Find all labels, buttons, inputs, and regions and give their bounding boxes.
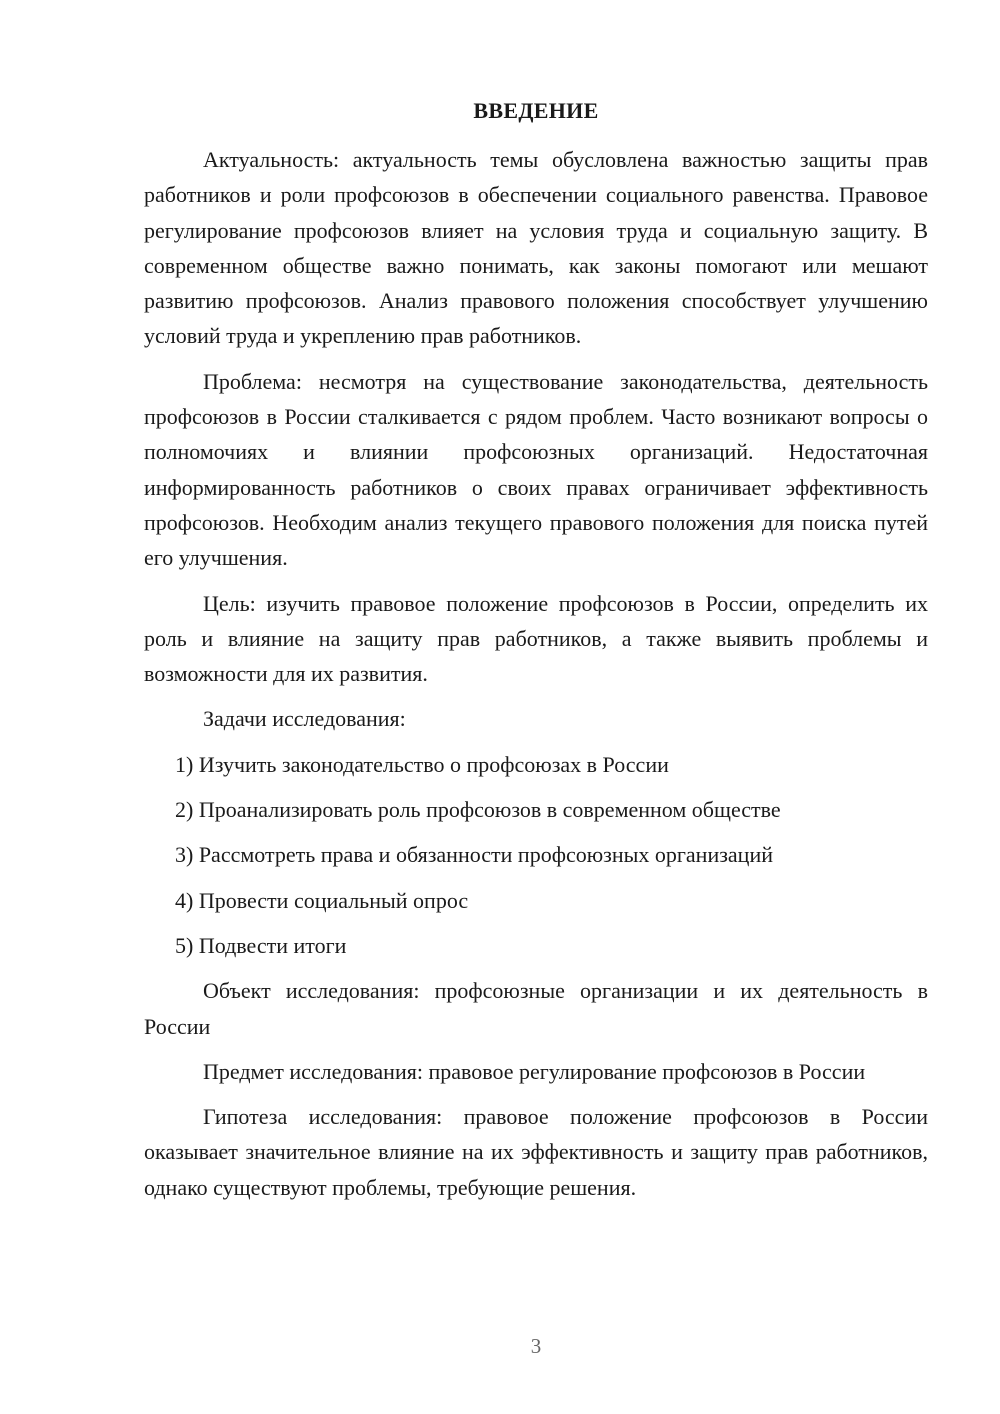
document-body [144, 142, 928, 1215]
list-item: 1) Изучить законодательство о профсоюзах в России [175, 751, 669, 777]
tasks-list [144, 747, 928, 963]
problem-paragraph: Проблема: несмотря на существование законодательства, деятельность профсоюзов в России сталкивается с рядом проблем. Часто возникают вопросы о полномочиях и влиянии профсоюзных организаций. Недостаточная информированность работников о своих правах ограничивает эффективность профсоюзов. Необходим анализ текущего правового положения для поиска путей его улучшения. [144, 368, 928, 571]
subject-paragraph: Предмет исследования: правовое регулирование профсоюзов в России [203, 1058, 866, 1084]
tasks-label: Задачи исследования: [203, 706, 406, 732]
section-heading: ВВЕДЕНИЕ [473, 98, 599, 123]
page-number: 3 [530, 1334, 542, 1358]
goal-paragraph: Цель: изучить правовое положение профсоюзов в России, определить их роль и влияние на защиту прав работников, а также выявить проблемы и возможности для их развития. [144, 590, 928, 687]
hypothesis-paragraph: Гипотеза исследования: правовое положение профсоюзов в России оказывает значительное влияние на их эффективность и защиту прав работников, однако существуют проблемы, требующие решения. [144, 1104, 928, 1200]
list-item: 3) Рассмотреть права и обязанности профсоюзных организаций [175, 842, 774, 868]
list-item: 4) Провести социальный опрос [175, 887, 469, 913]
relevance-paragraph: Актуальность: актуальность темы обусловлена важностью защиты прав работников и роли профсоюзов в обеспечении социального равенства. Правовое регулирование профсоюзов влияет на условия труда и социальную защиту. В современном обществе важно понимать, как законы помогают или мешают развитию профсоюзов. Анализ правового положения способствует улучшению условий труда и укреплению прав работников. [144, 147, 928, 349]
object-paragraph: Объект исследования: профсоюзные организации и их деятельность в России [144, 978, 928, 1039]
list-item: 5) Подвести итоги [175, 932, 347, 958]
list-item: 2) Проанализировать роль профсоюзов в современном обществе [175, 797, 781, 823]
